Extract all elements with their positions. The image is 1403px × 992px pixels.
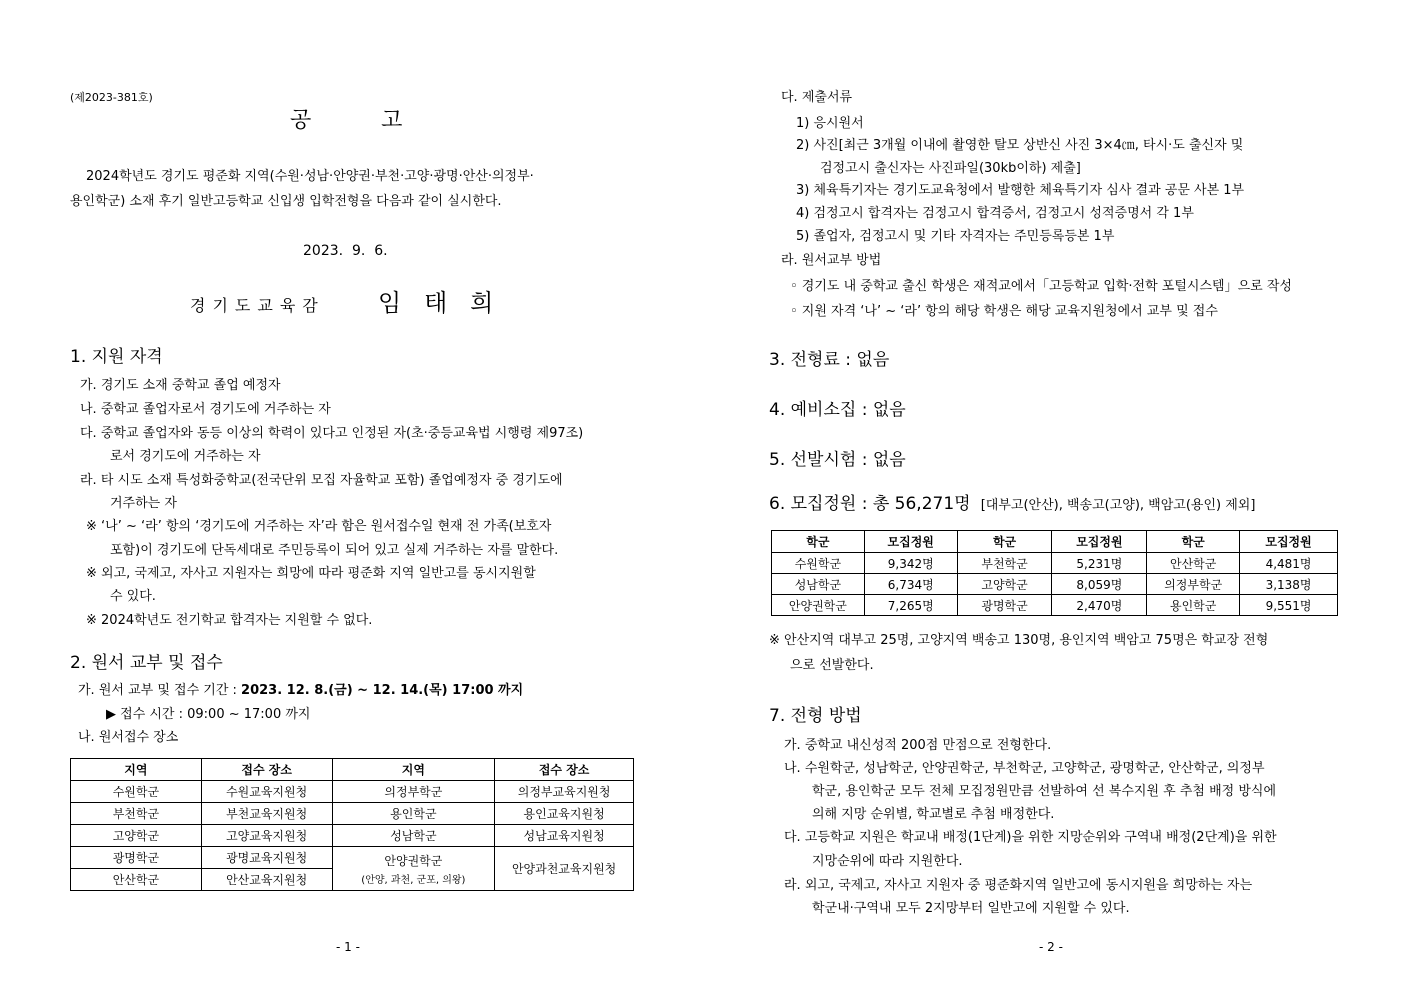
document-number: (제2023-381호) xyxy=(70,91,153,104)
section-6-heading-line xyxy=(769,496,1255,513)
submission-docs-heading: 다. 제출서류 xyxy=(781,90,853,105)
s1-note: 포함)이 경기도에 단독세대로 주민등록이 되어 있고 실제 거주하는 자를 말한다. xyxy=(110,543,559,558)
s1-item: 가. 경기도 소재 중학교 졸업 예정자 xyxy=(80,378,281,393)
quota-note-line-1: ※ 안산지역 대부고 25명, 고양지역 백송고 130명, 용인지역 백암고 75명은 학교장 전형 xyxy=(769,633,1269,648)
table-cell: 안산학군 xyxy=(71,869,202,891)
quota-header: 모집정원 xyxy=(1052,531,1147,553)
table-cell: 광명교육지원청 xyxy=(201,847,332,869)
table-cell: 수원학군 xyxy=(71,781,202,803)
table-cell: 성남학군 xyxy=(772,574,865,595)
s1-item: 거주하는 자 xyxy=(110,496,177,511)
s1-note: 수 있다. xyxy=(110,589,156,604)
table-cell-anyang-office: 안양과천교육지원청 xyxy=(495,847,634,891)
table-cell: 고양교육지원청 xyxy=(201,825,332,847)
table-cell: 안산학군 xyxy=(1147,553,1240,574)
table-row xyxy=(71,803,634,825)
quota-header: 학군 xyxy=(957,531,1052,553)
table-cell: 5,231명 xyxy=(1052,553,1147,574)
table-header: 접수 장소 xyxy=(495,759,634,781)
doc-item: 2) 사진[최근 3개월 이내에 촬영한 탈모 상반신 사진 3×4㎝, 타시·도 출신자 및 xyxy=(796,138,1244,153)
section-2-heading: 2. 원서 교부 및 접수 xyxy=(70,653,223,673)
s7-item: 학군, 용인학군 모두 전체 모집정원만큼 선발하여 선 복수지원 후 추첨 배정 방식에 xyxy=(812,784,1277,799)
doc-item: 1) 응시원서 xyxy=(796,116,864,131)
page-2 xyxy=(700,0,1403,992)
doc-item: 3) 체육특기자는 경기도교육청에서 발행한 체육특기자 심사 결과 공문 사본 1부 xyxy=(796,183,1245,198)
table-cell-anyang xyxy=(332,847,495,891)
table-row xyxy=(71,847,634,869)
quota-header: 모집정원 xyxy=(864,531,957,553)
table-cell: 2,470명 xyxy=(1052,595,1147,616)
table-row xyxy=(71,781,634,803)
section-6-heading: 6. 모집정원 : 총 56,271명 xyxy=(769,494,971,514)
table-cell: 9,551명 xyxy=(1240,595,1338,616)
section-4-heading: 4. 예비소집 : 없음 xyxy=(769,400,906,420)
table-row xyxy=(71,825,634,847)
table-cell: 부천교육지원청 xyxy=(201,803,332,825)
table-cell: 부천학군 xyxy=(957,553,1052,574)
doc-item: 4) 검정고시 합격자는 검정고시 합격증서, 검정고시 성적증명서 각 1부 xyxy=(796,206,1194,221)
quota-header: 학군 xyxy=(1147,531,1240,553)
table-cell: 고양학군 xyxy=(71,825,202,847)
notice-title: 공 고 xyxy=(290,108,403,133)
table-cell: 용인교육지원청 xyxy=(495,803,634,825)
table-cell: 성남교육지원청 xyxy=(495,825,634,847)
reception-place-table xyxy=(70,758,634,891)
table-cell: 광명학군 xyxy=(957,595,1052,616)
signature-name: 임 태 희 xyxy=(378,289,494,317)
table-cell: 부천학군 xyxy=(71,803,202,825)
table-cell: 성남학군 xyxy=(332,825,495,847)
table-cell: 9,342명 xyxy=(864,553,957,574)
quota-table xyxy=(771,530,1338,616)
table-row xyxy=(772,553,1338,574)
s7-item: 나. 수원학군, 성남학군, 안양권학군, 부천학군, 고양학군, 광명학군, 안산학군, 의정부 xyxy=(784,761,1265,776)
quota-note-line-2: 으로 선발한다. xyxy=(790,658,874,673)
anyang-district-sub: (안양, 과천, 군포, 의왕) xyxy=(361,874,466,886)
page-number: - 1 - xyxy=(336,940,360,954)
s2-place-label: 나. 원서접수 장소 xyxy=(78,730,179,745)
quota-header: 모집정원 xyxy=(1240,531,1338,553)
table-header: 지역 xyxy=(332,759,495,781)
page-number: - 2 - xyxy=(1039,940,1063,954)
s2-period xyxy=(78,684,523,697)
table-cell: 수원학군 xyxy=(772,553,865,574)
s1-note: ※ 2024학년도 전기학교 합격자는 지원할 수 없다. xyxy=(86,613,373,628)
s1-note: ※ ‘나’ ~ ‘라’ 항의 ‘경기도에 거주하는 자’라 함은 원서접수일 현재 전 가족(보호자 xyxy=(86,519,552,534)
table-cell: 광명학군 xyxy=(71,847,202,869)
table-row xyxy=(772,574,1338,595)
table-cell: 용인학군 xyxy=(332,803,495,825)
table-cell: 의정부학군 xyxy=(1147,574,1240,595)
section-7-heading: 7. 전형 방법 xyxy=(769,706,862,726)
table-cell: 6,734명 xyxy=(864,574,957,595)
table-header: 접수 장소 xyxy=(201,759,332,781)
quota-header: 학군 xyxy=(772,531,865,553)
issuance-method-heading: 라. 원서교부 방법 xyxy=(781,253,882,268)
anyang-district-name: 안양권학군 xyxy=(384,853,443,868)
section-5-heading: 5. 선발시험 : 없음 xyxy=(769,450,906,470)
doc-item: 검정고시 출신자는 사진파일(30kb이하) 제출] xyxy=(820,161,1081,176)
table-cell: 수원교육지원청 xyxy=(201,781,332,803)
issuance-item: ◦ 경기도 내 중학교 출신 학생은 재적교에서「고등학교 입학·전학 포털시스템」으로 작성 xyxy=(790,279,1292,294)
s1-item: 다. 중학교 졸업자와 동등 이상의 학력이 있다고 인정된 자(초·중등교육법 시행령 제97조) xyxy=(80,426,584,441)
intro-line-1: 2024학년도 경기도 평준화 지역(수원·성남·안양권·부천·고양·광명·안산·의정부· xyxy=(86,169,534,184)
doc-item: 5) 졸업자, 검정고시 및 기타 자격자는 주민등록등본 1부 xyxy=(796,229,1115,244)
s7-item: 라. 외고, 국제고, 자사고 지원자 중 평준화지역 일반고에 동시지원을 희망하는 자는 xyxy=(784,878,1253,893)
signature-organization: 경기도교육감 xyxy=(190,296,325,315)
section-1-heading: 1. 지원 자격 xyxy=(70,347,163,367)
s2-reception-time: ▶ 접수 시간 : 09:00 ~ 17:00 까지 xyxy=(106,707,311,722)
section-6-note: [대부고(안산), 백송고(고양), 백암고(용인) 제외] xyxy=(980,498,1256,513)
table-cell: 의정부학군 xyxy=(332,781,495,803)
table-cell: 3,138명 xyxy=(1240,574,1338,595)
s1-item: 라. 타 시도 소재 특성화중학교(전국단위 모집 자율학교 포함) 졸업예정자 중 경기도에 xyxy=(80,473,563,488)
table-cell: 안산교육지원청 xyxy=(201,869,332,891)
notice-date: 2023. 9. 6. xyxy=(303,243,388,259)
s7-item: 다. 고등학교 지원은 학교내 배정(1단계)을 위한 지망순위와 구역내 배정(2단계)을 위한 xyxy=(784,830,1277,845)
s7-item: 의해 지망 순위별, 학교별로 추첨 배정한다. xyxy=(812,807,1055,822)
issuance-item: ◦ 지원 자격 ‘나’ ~ ‘라’ 항의 해당 학생은 해당 교육지원청에서 교부 및 접수 xyxy=(790,304,1218,319)
s1-item: 로서 경기도에 거주하는 자 xyxy=(110,449,261,464)
s2-period-label: 가. 원서 교부 및 접수 기간 : xyxy=(78,683,242,698)
intro-line-2: 용인학군) 소재 후기 일반고등학교 신입생 입학전형을 다음과 같이 실시한다. xyxy=(70,194,502,209)
table-header: 지역 xyxy=(71,759,202,781)
s7-item: 가. 중학교 내신성적 200점 만점으로 전형한다. xyxy=(784,738,1052,753)
table-cell: 의정부교육지원청 xyxy=(495,781,634,803)
s1-note: ※ 외고, 국제고, 자사고 지원자는 희망에 따라 평준화 지역 일반고를 동시지원할 xyxy=(86,566,536,581)
table-cell: 7,265명 xyxy=(864,595,957,616)
table-cell: 용인학군 xyxy=(1147,595,1240,616)
table-row xyxy=(772,595,1338,616)
table-cell: 4,481명 xyxy=(1240,553,1338,574)
section-3-heading: 3. 전형료 : 없음 xyxy=(769,350,890,370)
table-cell: 8,059명 xyxy=(1052,574,1147,595)
s2-period-value: 2023. 12. 8.(금) ~ 12. 14.(목) 17:00 까지 xyxy=(241,683,524,698)
s1-item: 나. 중학교 졸업자로서 경기도에 거주하는 자 xyxy=(80,402,331,417)
s7-item: 학군내·구역내 모두 2지망부터 일반고에 지원할 수 있다. xyxy=(812,901,1130,916)
table-cell: 고양학군 xyxy=(957,574,1052,595)
s7-item: 지망순위에 따라 지원한다. xyxy=(812,854,963,869)
table-cell: 안양권학군 xyxy=(772,595,865,616)
page-1 xyxy=(0,0,700,992)
